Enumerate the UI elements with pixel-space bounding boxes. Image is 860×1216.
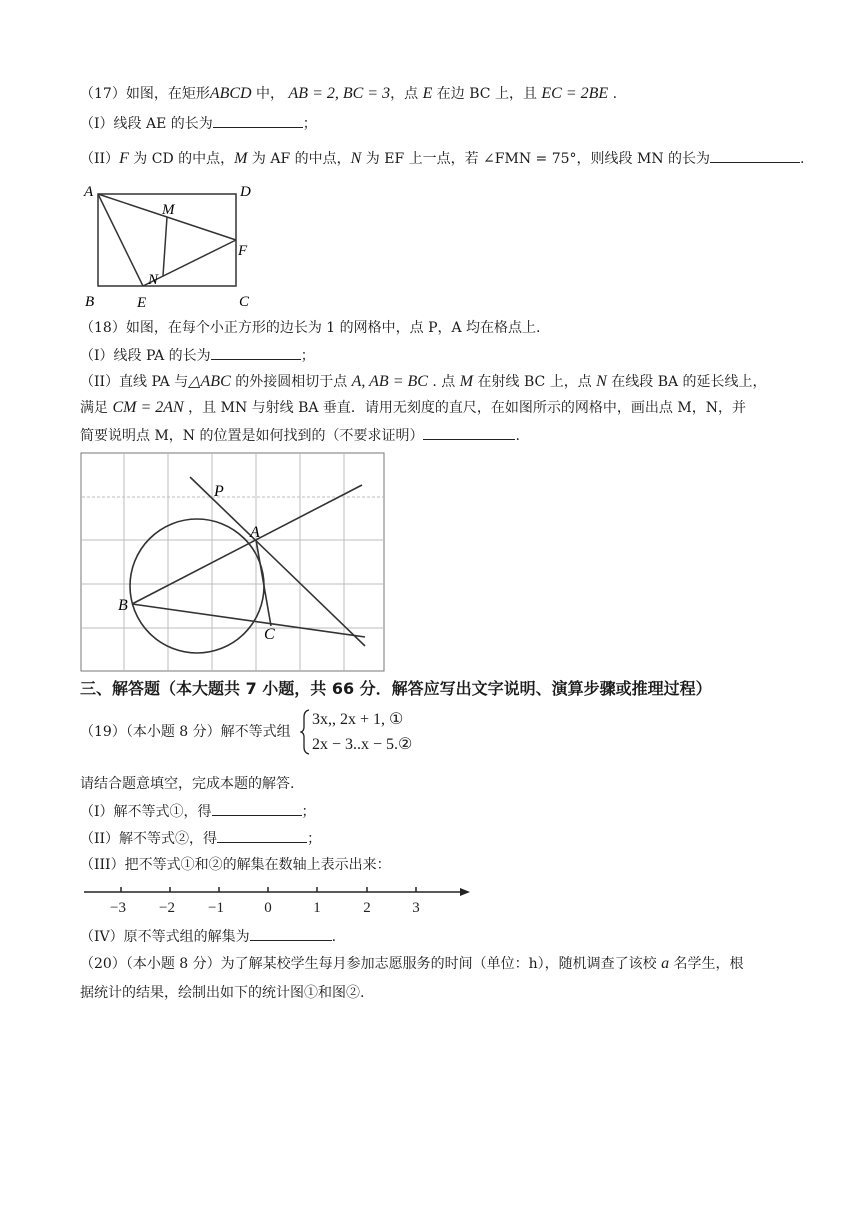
inequality-1: 3x,, 2x + 1, ① xyxy=(312,711,404,728)
answer-blank[interactable] xyxy=(211,345,301,360)
brace-symbol xyxy=(300,709,310,755)
q20-line1: （20）（本小题 8 分）为了解某校学生每月参加志愿服务的时间（单位：h），随机调查了该校 a 名学生，根 xyxy=(80,955,744,972)
number-line xyxy=(80,882,480,916)
q19-part4: （IV）原不等式组的解集为 . xyxy=(80,926,336,947)
label-e: E xyxy=(137,295,147,311)
rect-name: ABCD xyxy=(209,85,252,102)
ray-bc xyxy=(132,604,365,637)
label-p: P xyxy=(214,483,224,500)
label-b: B xyxy=(118,597,128,614)
circumcircle xyxy=(130,519,264,653)
q18-intro: （18）如图，在每个小正方形的边长为 1 的网格中，点 P，A 均在格点上. xyxy=(80,320,541,336)
q18-part2-line2: 满足 CM = 2AN ，且 MN 与射线 BA 垂直．请用无刻度的直尺，在如图所示的网格中，画出点 M，N，并 xyxy=(80,399,746,416)
q17-condition-ec: EC = 2BE xyxy=(541,85,609,102)
tick-label: 1 xyxy=(313,900,321,916)
tick-label: 0 xyxy=(264,900,272,916)
q19-instruction: 请结合题意填空，完成本题的解答. xyxy=(80,776,295,792)
answer-blank[interactable] xyxy=(212,801,302,816)
label-m: M xyxy=(162,202,175,218)
answer-blank[interactable] xyxy=(217,828,307,843)
tick-label: 3 xyxy=(412,900,420,916)
label-f: F xyxy=(238,243,248,259)
tick-label: −1 xyxy=(208,900,224,916)
answer-blank[interactable] xyxy=(250,926,332,941)
q17-intro: （17）如图，在矩形ABCD 中， AB = 2, BC = 3，点 E 在边 BC 上，且 EC = 2BE . xyxy=(80,85,618,102)
label-a: A xyxy=(250,524,260,541)
segment-mn xyxy=(163,217,167,276)
label-n: N xyxy=(148,272,159,288)
q17-condition-ab-bc: AB = 2, BC = 3 xyxy=(288,85,391,102)
grid-lines xyxy=(82,454,383,670)
tangent-line-pa xyxy=(190,477,365,646)
answer-blank[interactable] xyxy=(710,148,800,163)
q18-grid-figure xyxy=(80,452,385,672)
q19-intro: （19）（本小题 8 分）解不等式组 xyxy=(80,724,291,740)
tick-label: −3 xyxy=(110,900,126,916)
q17-rectangle-figure xyxy=(80,180,270,315)
tick-label: 2 xyxy=(363,900,371,916)
q20-line2: 据统计的结果，绘制出如下的统计图①和图②. xyxy=(80,985,365,1001)
label-b: B xyxy=(85,294,95,310)
q17-part1: （I）线段 AE 的长为 ； xyxy=(80,113,317,134)
answer-blank[interactable] xyxy=(423,425,515,440)
q18-part1: （I）线段 PA 的长为 ； xyxy=(80,345,315,366)
label-a: A xyxy=(84,184,94,200)
q19-part2: （II）解不等式②，得 ； xyxy=(80,828,321,849)
line-ba-extended xyxy=(132,485,362,604)
label-c: C xyxy=(264,626,275,643)
label-c: C xyxy=(239,294,250,310)
arrow-right-icon xyxy=(460,888,470,896)
tick-label: −2 xyxy=(159,900,175,916)
q17-part2: （II）F 为 CD 的中点，M 为 AF 的中点，N 为 EF 上一点，若 ∠FMN = 75°，则线段 MN 的长为 . xyxy=(80,150,805,167)
section-heading: 三、解答题（本大题共 7 小题，共 66 分．解答应写出文字说明、演算步骤或推理过程） xyxy=(80,679,712,698)
segment-ae xyxy=(98,194,143,286)
inequality-2: 2x − 3..x − 5.② xyxy=(312,736,413,753)
grid-border xyxy=(81,453,384,671)
q19-part3: （III）把不等式①和②的解集在数轴上表示出来： xyxy=(80,857,391,873)
answer-blank[interactable] xyxy=(213,113,303,128)
q19-part1: （I）解不等式①，得 ； xyxy=(80,801,316,822)
q18-part2-line3: 简要说明点 M，N 的位置是如何找到的（不要求证明） . xyxy=(80,425,520,446)
label-d: D xyxy=(240,184,251,200)
q18-part2-line1: （II）直线 PA 与△ABC 的外接圆相切于点 A, AB = BC . 点 M 在射线 BC 上，点 N 在线段 BA 的延长线上， xyxy=(80,373,767,390)
